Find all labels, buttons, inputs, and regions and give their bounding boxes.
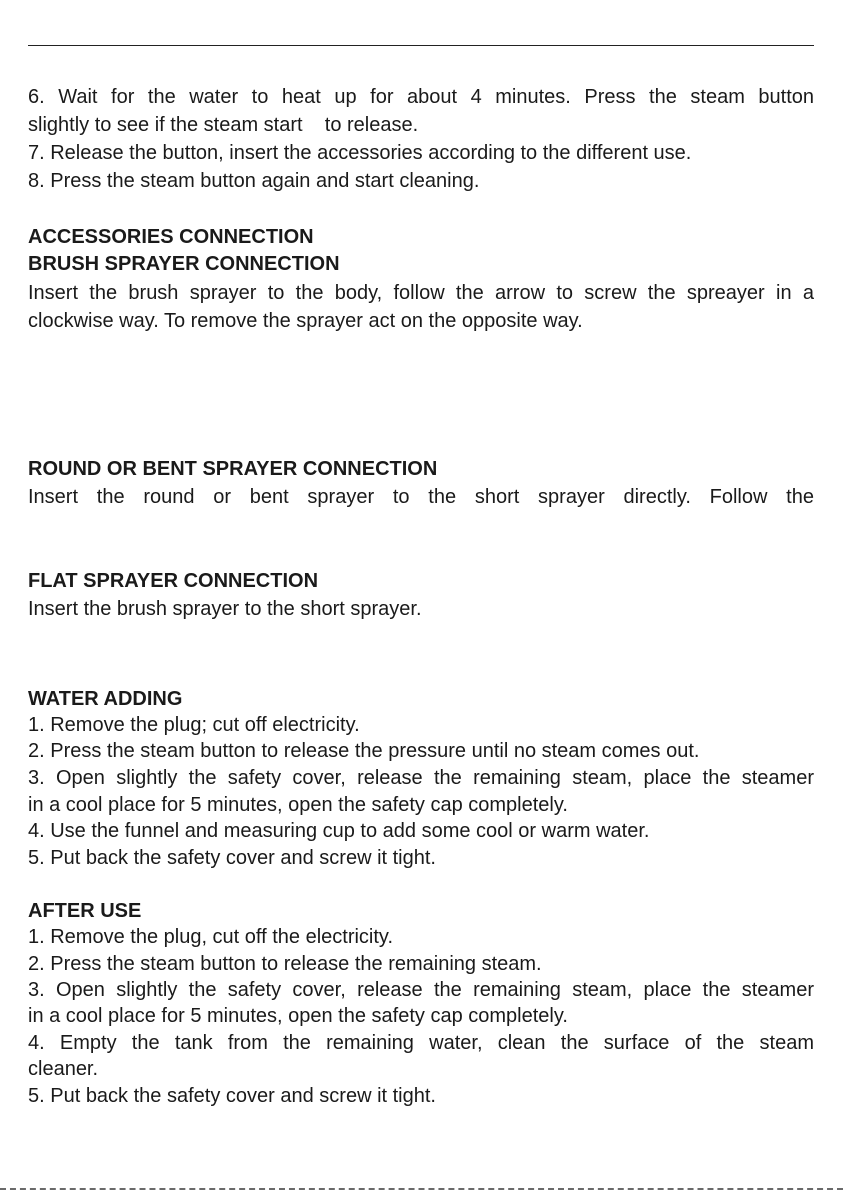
header-rule — [28, 45, 814, 46]
after-use-step-3-line-1: 3. Open slightly the safety cover, release the remaining steam, place the steamer — [28, 979, 814, 1001]
footer-rule — [0, 1188, 843, 1190]
brush-sprayer-heading: BRUSH SPRAYER CONNECTION — [28, 253, 340, 275]
step-6-line-2: slightly to see if the steam start to release. — [28, 114, 419, 136]
after-use-step-5: 5. Put back the safety cover and screw it tight. — [28, 1085, 436, 1107]
step-7: 7. Release the button, insert the accessories according to the different use. — [28, 142, 692, 164]
after-use-step-2: 2. Press the steam button to release the remaining steam. — [28, 953, 542, 975]
water-adding-step-5: 5. Put back the safety cover and screw it tight. — [28, 847, 436, 869]
brush-sprayer-line-1: Insert the brush sprayer to the body, follow the arrow to screw the spreayer in a — [28, 282, 814, 304]
step-8: 8. Press the steam button again and start cleaning. — [28, 170, 480, 192]
brush-sprayer-line-2: clockwise way. To remove the sprayer act on the opposite way. — [28, 310, 583, 332]
water-adding-step-3-line-2: in a cool place for 5 minutes, open the safety cap completely. — [28, 794, 568, 816]
accessories-heading: ACCESSORIES CONNECTION — [28, 226, 314, 248]
water-adding-step-4: 4. Use the funnel and measuring cup to add some cool or warm water. — [28, 820, 650, 842]
round-sprayer-heading: ROUND OR BENT SPRAYER CONNECTION — [28, 458, 438, 480]
step-6-line-1: 6. Wait for the water to heat up for about 4 minutes. Press the steam button — [28, 86, 814, 108]
after-use-step-4-line-1: 4. Empty the tank from the remaining water, clean the surface of the steam — [28, 1032, 814, 1054]
water-adding-step-3-line-1: 3. Open slightly the safety cover, release the remaining steam, place the steamer — [28, 767, 814, 789]
water-adding-step-1: 1. Remove the plug; cut off electricity. — [28, 714, 360, 736]
after-use-step-3-line-2: in a cool place for 5 minutes, open the safety cap completely. — [28, 1005, 568, 1027]
flat-sprayer-heading: FLAT SPRAYER CONNECTION — [28, 570, 319, 592]
after-use-heading: AFTER USE — [28, 900, 142, 922]
round-sprayer-line-1: Insert the round or bent sprayer to the short sprayer directly. Follow the — [28, 486, 814, 508]
water-adding-step-2: 2. Press the steam button to release the pressure until no steam comes out. — [28, 740, 700, 762]
water-adding-heading: WATER ADDING — [28, 688, 183, 710]
after-use-step-4-line-2: cleaner. — [28, 1058, 99, 1080]
flat-sprayer-line-1: Insert the brush sprayer to the short sprayer. — [28, 598, 422, 620]
after-use-step-1: 1. Remove the plug, cut off the electricity. — [28, 926, 393, 948]
